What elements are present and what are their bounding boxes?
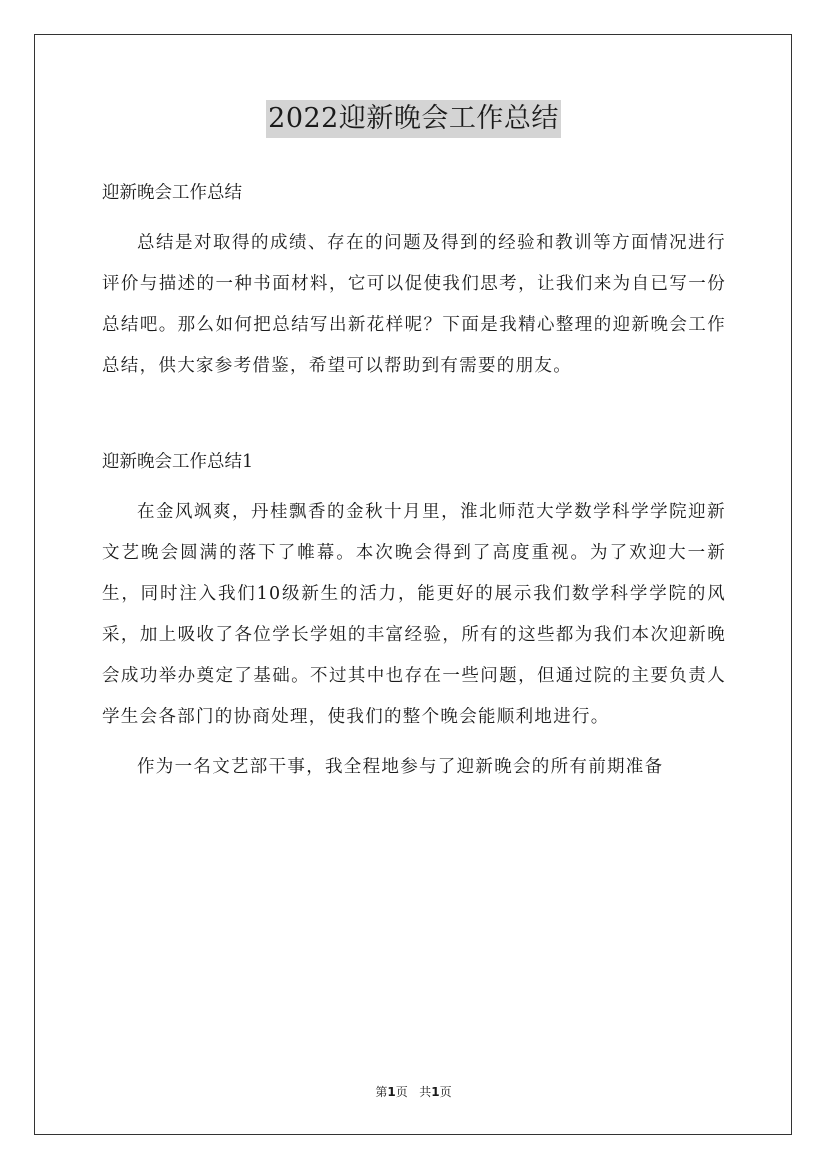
page-prefix: 第 — [375, 1085, 388, 1099]
intro-paragraph: 总结是对取得的成绩、存在的问题及得到的经验和教训等方面情况进行评价与描述的一种书面材料，它可以促使我们思考，让我们来为自已写一份总结吧。那么如何把总结写出新花样呢？下面是我精心整理的迎新晚会工作总结，供大家参考借鉴，希望可以帮助到有需要的朋友。 — [102, 233, 726, 376]
document-title: 2022迎新晚会工作总结 — [266, 100, 561, 138]
page-footer — [0, 1084, 827, 1100]
page-suffix: 页 — [395, 1085, 408, 1099]
spacer — [102, 483, 726, 492]
total-pages: 1 — [431, 1085, 440, 1099]
document-body — [102, 173, 726, 788]
spacer — [102, 387, 726, 442]
section-heading: 迎新晚会工作总结1 — [102, 452, 254, 472]
spacer — [102, 738, 726, 747]
section-paragraph-1: 在金风飒爽，丹桂飘香的金秋十月里，淮北师范大学数学科学学院迎新文艺晚会圆满的落下了帷幕。本次晚会得到了高度重视。为了欢迎大一新生，同时注入我们10级新生的活力，能更好的展示我们数学科学学院的风采，加上吸收了各位学长学姐的丰富经验，所有的这些都为我们本次迎新晚会成功举办奠定了基础。不过其中也存在一些问题，但通过院的主要负责人学生会各部门的协商处理，使我们的整个晚会能顺利地进行。 — [102, 502, 726, 727]
page-number: 1 — [387, 1085, 396, 1099]
section-paragraph-2: 作为一名文艺部干事，我全程地参与了迎新晚会的所有前期准备 — [137, 757, 664, 777]
spacer — [102, 214, 726, 223]
intro-heading: 迎新晚会工作总结 — [102, 183, 242, 203]
total-prefix: 共 — [419, 1085, 432, 1099]
title-container — [0, 100, 827, 138]
total-suffix: 页 — [439, 1085, 452, 1099]
